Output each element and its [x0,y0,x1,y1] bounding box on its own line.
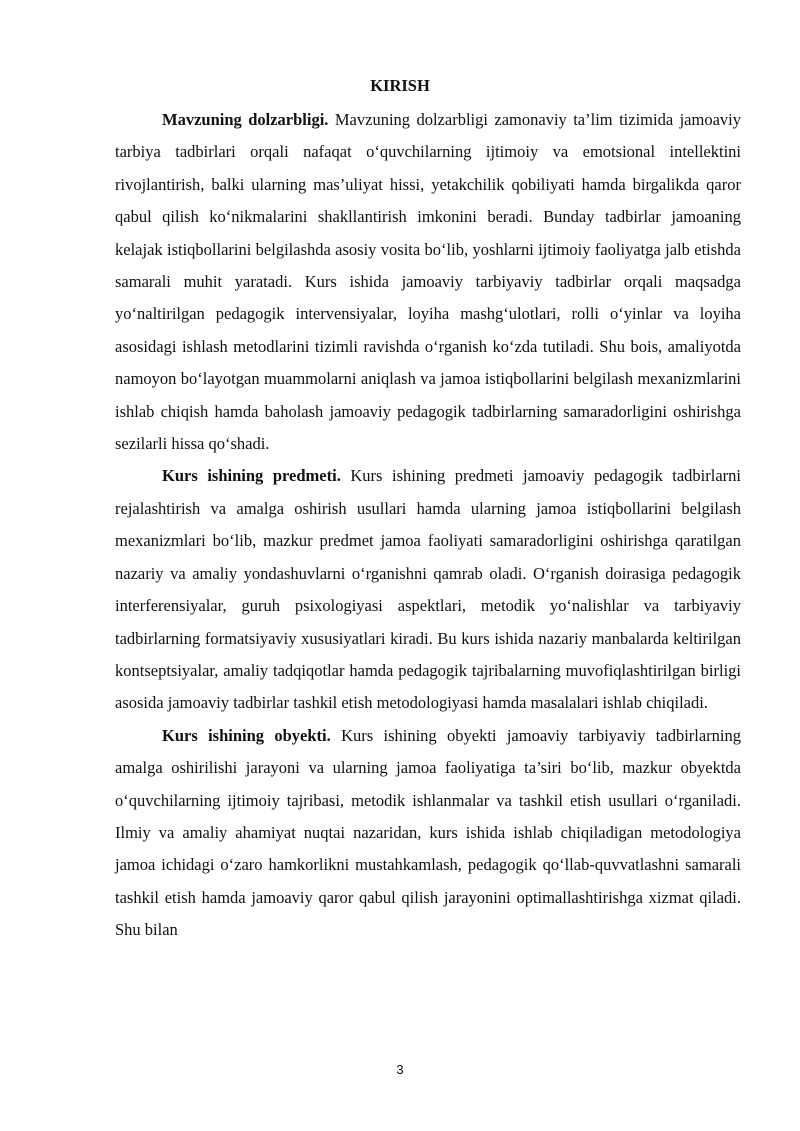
paragraph-text: Kurs ishining obyekti jamoaviy tarbiyaviy tadbirlarning amalga oshirilishi jarayoni va ularning jamoa faoliyatiga ta’siri bo‘lib, mazkur obyektda o‘quvchilarning ijtimoiy tajribasi, metodik ishlanmalar va tashkil etish usullari o‘rganiladi. Ilmiy va amaliy ahamiyat nuqtai nazaridan, kurs ishida ishlab chiqiladigan metodologiya jamoa ichidagi o‘zaro hamkorlikni mustahkamlash, pedagogik qo‘llab-quvvatlashni samarali tashkil etish hamda jamoaviy qaror qabul qilish jarayonini optimallashtirishga xizmat qiladi. Shu bilan [115,725,742,940]
paragraph-lead: Kurs ishining obyekti. [162,725,342,745]
page-heading: KIRISH [370,76,430,95]
paragraph-text: Mavzuning dolzarbligi zamonaviy ta’lim tizimida jamoaviy tarbiya tadbirlari orqali nafaqat o‘quvchilarning ijtimoiy va emotsional intellektini rivojlantirish, balki ularning mas’uliyat hissi, yetakchilik qobiliyati hamda birgalikda qaror qabul qilish ko‘nikmalarini shakllantirish imkonini beradi. Bunday tadbirlar jamoaning kelajak istiqbollarini belgilashda asosiy vosita bo‘lib, yoshlarni ijtimoiy faoliyatga jalb etishda samarali muhit yaratadi. Kurs ishida jamoaviy tarbiyaviy tadbirlar orqali maqsadga yo‘naltirilgan pedagogik intervensiyalar, loyiha mashg‘ulotlari, rolli o‘yinlar va loyiha asosidagi ishlash metodlarini tizimli ravishda o‘rganish ko‘zda tutiladi. Shu bois, amaliyotda namoyon bo‘layotgan muammolarni aniqlash va jamoa istiqbollarini belgilash mexanizmlarini ishlab chiqish hamda baholash jamoaviy pedagogik tadbirlarning samaradorligini oshirishga sezilarli hissa qo‘shadi. [115,110,741,454]
paragraph-text: Kurs ishining predmeti jamoaviy pedagogik tadbirlarni rejalashtirish va amalga oshirish usullari hamda ularning jamoa istiqbollarini belgilash mexanizmlari bo‘lib, mazkur predmet jamoa faoliyati samaradorligini oshirishga qaratilgan nazariy va amaliy yondashuvlarni o‘rganishni qamrab oladi. O‘rganish doirasiga pedagogik interferensiyalar, guruh psixologiyasi aspektlari, metodik yo‘nalishlar va tarbiyaviy tadbirlarning formatsiyaviy xususiyatlari kiradi. Bu kurs ishida nazariy manbalarda keltirilgan kontseptsiyalar, amaliy tadqiqotlar hamda pedagogik tajribalarning muvofiqlashtirilgan birligi asosida jamoaviy tadbirlar tashkil etish metodologiyasi hamda masalalari ishlab chiqiladi. [115,466,741,713]
paragraph-object [115,720,741,947]
paragraph-relevance [115,104,741,460]
document-body [115,104,741,947]
paragraph-subject [115,460,741,719]
paragraph-lead: Mavzuning dolzarbligi. [162,110,335,129]
page-number: 3 [396,1062,404,1077]
paragraph-lead: Kurs ishining predmeti. [162,466,351,486]
